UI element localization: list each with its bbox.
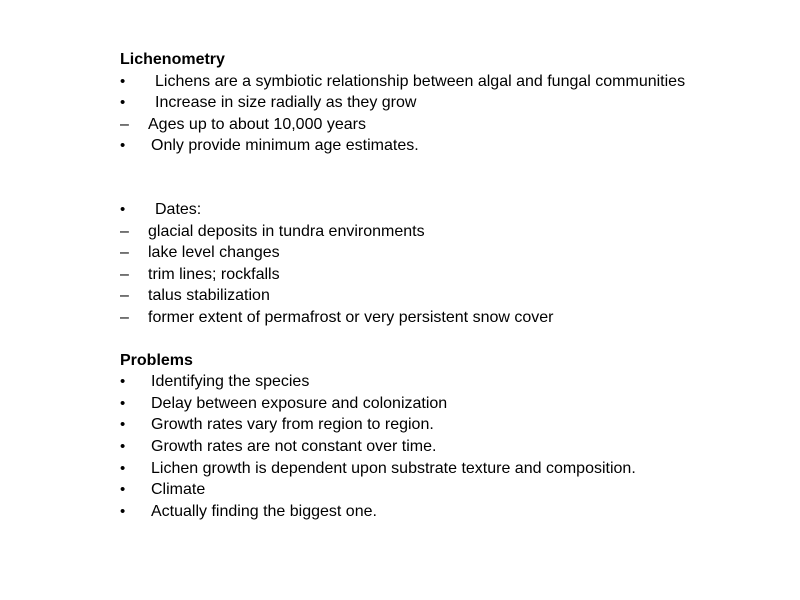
- list-item-text: former extent of permafrost or very persistent snow cover: [148, 308, 554, 326]
- list-item-text: lake level changes: [148, 244, 280, 262]
- bullet-marker: •: [120, 373, 126, 391]
- list-item-text: trim lines; rockfalls: [148, 265, 280, 283]
- section-heading-problems: Problems: [120, 351, 193, 369]
- dash-marker: –: [120, 308, 129, 326]
- list-item-text: Increase in size radially as they grow: [155, 94, 417, 112]
- list-item: [120, 92, 780, 114]
- list-item: [120, 199, 780, 221]
- list-item: [120, 135, 780, 157]
- dash-marker: –: [120, 287, 129, 305]
- list-item-text: Only provide minimum age estimates.: [151, 137, 419, 155]
- spacer: [120, 157, 780, 199]
- bullet-marker: •: [120, 394, 126, 412]
- list-item: [120, 479, 780, 501]
- list-item: [120, 71, 780, 93]
- list-item-text: Climate: [151, 481, 206, 499]
- dash-marker: –: [120, 115, 129, 133]
- spacer: [120, 329, 780, 350]
- list-item-text: Identifying the species: [151, 373, 310, 391]
- dash-marker: –: [120, 265, 129, 283]
- list-item-text: Growth rates vary from region to region.: [151, 416, 434, 434]
- dash-marker: –: [120, 222, 129, 240]
- list-item: [120, 114, 780, 136]
- bullet-marker: •: [120, 437, 126, 455]
- list-item-text: glacial deposits in tundra environments: [148, 222, 425, 240]
- list-item: [120, 264, 780, 286]
- bullet-marker: •: [120, 416, 126, 434]
- section-heading-lichenometry: Lichenometry: [120, 51, 225, 68]
- document-body: [120, 49, 780, 522]
- list-item-text: Delay between exposure and colonization: [151, 394, 448, 412]
- list-item: [120, 436, 780, 458]
- bullet-marker: •: [120, 459, 126, 477]
- list-item: [120, 221, 780, 243]
- bullet-marker: •: [120, 72, 126, 90]
- list-item-text: talus stabilization: [148, 287, 270, 305]
- list-item: [120, 242, 780, 264]
- list-item-text: Lichen growth is dependent upon substrate texture and composition.: [151, 459, 636, 477]
- bullet-marker: •: [120, 481, 126, 499]
- list-item: [120, 393, 780, 415]
- bullet-marker: •: [120, 137, 126, 155]
- dash-marker: –: [120, 244, 129, 262]
- list-item: [120, 458, 780, 480]
- list-item: [120, 414, 780, 436]
- list-item: [120, 371, 780, 393]
- list-item-text: Ages up to about 10,000 years: [148, 115, 366, 133]
- list-item-text: Dates:: [155, 200, 202, 218]
- bullet-marker: •: [120, 94, 126, 112]
- list-item-text: Lichens are a symbiotic relationship between algal and fungal communities: [155, 72, 686, 90]
- bullet-marker: •: [120, 502, 126, 520]
- list-item: [120, 285, 780, 307]
- bullet-marker: •: [120, 200, 126, 218]
- list-item: [120, 501, 780, 523]
- list-item-text: Growth rates are not constant over time.: [151, 437, 437, 455]
- list-item-text: Actually finding the biggest one.: [151, 502, 377, 520]
- list-item: [120, 307, 780, 329]
